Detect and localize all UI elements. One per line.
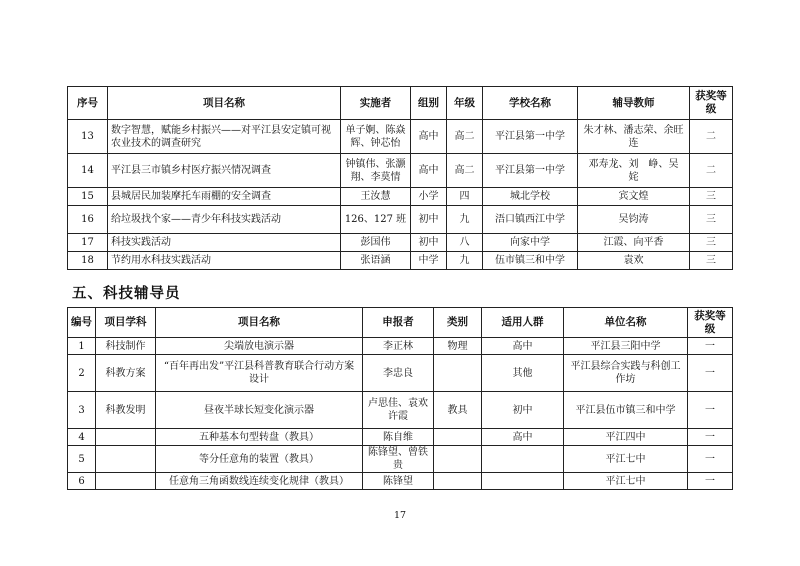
grade: 四 [447, 188, 483, 206]
row-number: 18 [68, 252, 108, 270]
table-row [68, 188, 733, 206]
category [434, 429, 482, 446]
group: 初中 [411, 206, 447, 234]
implementer: 单子婀、陈焱辉、钟芯怡 [341, 120, 411, 154]
row-number: 4 [68, 429, 96, 446]
table-row [68, 206, 733, 234]
header-cell: 辅导教师 [578, 87, 690, 120]
row-number: 6 [68, 473, 96, 490]
row-number: 14 [68, 154, 108, 188]
applicant: 卢思佳、袁欢许霞 [363, 392, 434, 429]
school-name: 浯口镇西江中学 [483, 206, 578, 234]
teacher: 邓寿龙、刘 峥、吴 姹 [578, 154, 690, 188]
award-level: 一 [688, 355, 733, 392]
page-number: 17 [393, 510, 407, 521]
teacher: 吴钧涛 [578, 206, 690, 234]
row-number: 1 [68, 338, 96, 355]
project-name: 数字智慧，赋能乡村振兴——对平江县安定镇可视农业技术的调查研究 [108, 120, 341, 154]
group: 初中 [411, 234, 447, 252]
category: 物理 [434, 338, 482, 355]
row-number: 5 [68, 446, 96, 473]
unit-name: 平江七中 [564, 446, 688, 473]
row-number: 16 [68, 206, 108, 234]
table-row [68, 473, 733, 490]
project-name: 五种基本句型转盘（教具） [156, 429, 363, 446]
category [434, 355, 482, 392]
project-name: 任意角三角函数线连续变化规律（教具） [156, 473, 363, 490]
project-subject [96, 473, 156, 490]
grade: 高二 [447, 154, 483, 188]
category [434, 473, 482, 490]
award-level: 三 [690, 206, 733, 234]
school-name: 伍市镇三和中学 [483, 252, 578, 270]
project-name: 平江县三市镇乡村医疗振兴情况调查 [108, 154, 341, 188]
school-name: 平江县第一中学 [483, 120, 578, 154]
award-level: 一 [688, 392, 733, 429]
header-cell: 获奖等级 [690, 87, 733, 120]
award-table-students [67, 86, 733, 270]
header-cell: 项目名称 [108, 87, 341, 120]
project-name: 尖端放电演示器 [156, 338, 363, 355]
teacher: 袁欢 [578, 252, 690, 270]
award-table-counselors [67, 307, 733, 490]
table-row [68, 234, 733, 252]
table-row [68, 446, 733, 473]
unit-name: 平江七中 [564, 473, 688, 490]
unit-name: 平江四中 [564, 429, 688, 446]
project-name: 县城居民加装摩托车雨棚的安全调查 [108, 188, 341, 206]
section-title: 五、科技辅导员 [72, 286, 181, 302]
award-level: 三 [690, 188, 733, 206]
header-cell: 项目学科 [96, 308, 156, 338]
grade: 高二 [447, 120, 483, 154]
table-row [68, 355, 733, 392]
applicant: 陈锋望、曾铁贵 [363, 446, 434, 473]
teacher: 江霞、向平香 [578, 234, 690, 252]
award-level: 一 [688, 473, 733, 490]
award-level: 二 [690, 154, 733, 188]
award-level: 三 [690, 252, 733, 270]
row-number: 3 [68, 392, 96, 429]
unit-name: 平江县综合实践与科创工作坊 [564, 355, 688, 392]
audience: 其他 [482, 355, 564, 392]
implementer: 钟镇伟、张灏翔、李莫情 [341, 154, 411, 188]
audience: 高中 [482, 338, 564, 355]
header-cell: 组别 [411, 87, 447, 120]
grade: 八 [447, 234, 483, 252]
project-subject: 科教方案 [96, 355, 156, 392]
group: 高中 [411, 120, 447, 154]
header-cell: 年级 [447, 87, 483, 120]
table-row [68, 392, 733, 429]
project-subject: 科技制作 [96, 338, 156, 355]
header-cell: 编号 [68, 308, 96, 338]
unit-name: 平江县伍市镇三和中学 [564, 392, 688, 429]
award-level: 二 [690, 120, 733, 154]
school-name: 向家中学 [483, 234, 578, 252]
header-cell: 类别 [434, 308, 482, 338]
category [434, 446, 482, 473]
group: 小学 [411, 188, 447, 206]
header-cell: 申报者 [363, 308, 434, 338]
project-name: 等分任意角的装置（教具） [156, 446, 363, 473]
header-cell: 序号 [68, 87, 108, 120]
award-level: 一 [688, 338, 733, 355]
implementer: 彭国伟 [341, 234, 411, 252]
applicant: 陈自维 [363, 429, 434, 446]
project-name: 昼夜半球长短变化演示器 [156, 392, 363, 429]
row-number: 17 [68, 234, 108, 252]
table-row [68, 338, 733, 355]
table-row [68, 120, 733, 154]
table-row [68, 252, 733, 270]
project-name: 节约用水科技实践活动 [108, 252, 341, 270]
project-name: “百年再出发”平江县科普教育联合行动方案设计 [156, 355, 363, 392]
row-number: 15 [68, 188, 108, 206]
project-name: 科技实践活动 [108, 234, 341, 252]
table-header-row [68, 87, 733, 120]
audience: 初中 [482, 392, 564, 429]
teacher: 朱才林、潘志荣、余旺连 [578, 120, 690, 154]
row-number: 2 [68, 355, 96, 392]
project-subject: 科教发明 [96, 392, 156, 429]
table-row [68, 429, 733, 446]
applicant: 李正林 [363, 338, 434, 355]
grade: 九 [447, 206, 483, 234]
teacher: 宾文煌 [578, 188, 690, 206]
header-cell: 项目名称 [156, 308, 363, 338]
school-name: 平江县第一中学 [483, 154, 578, 188]
header-cell: 学校名称 [483, 87, 578, 120]
implementer: 王汝慧 [341, 188, 411, 206]
header-cell: 获奖等级 [688, 308, 733, 338]
project-subject [96, 446, 156, 473]
table-row [68, 154, 733, 188]
table-header-row [68, 308, 733, 338]
header-cell: 适用人群 [482, 308, 564, 338]
applicant: 陈锋望 [363, 473, 434, 490]
project-name: 给垃圾找个家——青少年科技实践活动 [108, 206, 341, 234]
grade: 九 [447, 252, 483, 270]
row-number: 13 [68, 120, 108, 154]
audience: 高中 [482, 429, 564, 446]
header-cell: 单位名称 [564, 308, 688, 338]
implementer: 126、127 班 [341, 206, 411, 234]
project-subject [96, 429, 156, 446]
group: 高中 [411, 154, 447, 188]
award-level: 一 [688, 429, 733, 446]
audience [482, 473, 564, 490]
award-level: 一 [688, 446, 733, 473]
school-name: 城北学校 [483, 188, 578, 206]
group: 中学 [411, 252, 447, 270]
award-level: 三 [690, 234, 733, 252]
applicant: 李忠良 [363, 355, 434, 392]
category: 教具 [434, 392, 482, 429]
header-cell: 实施者 [341, 87, 411, 120]
implementer: 张语涵 [341, 252, 411, 270]
audience [482, 446, 564, 473]
unit-name: 平江县三阳中学 [564, 338, 688, 355]
